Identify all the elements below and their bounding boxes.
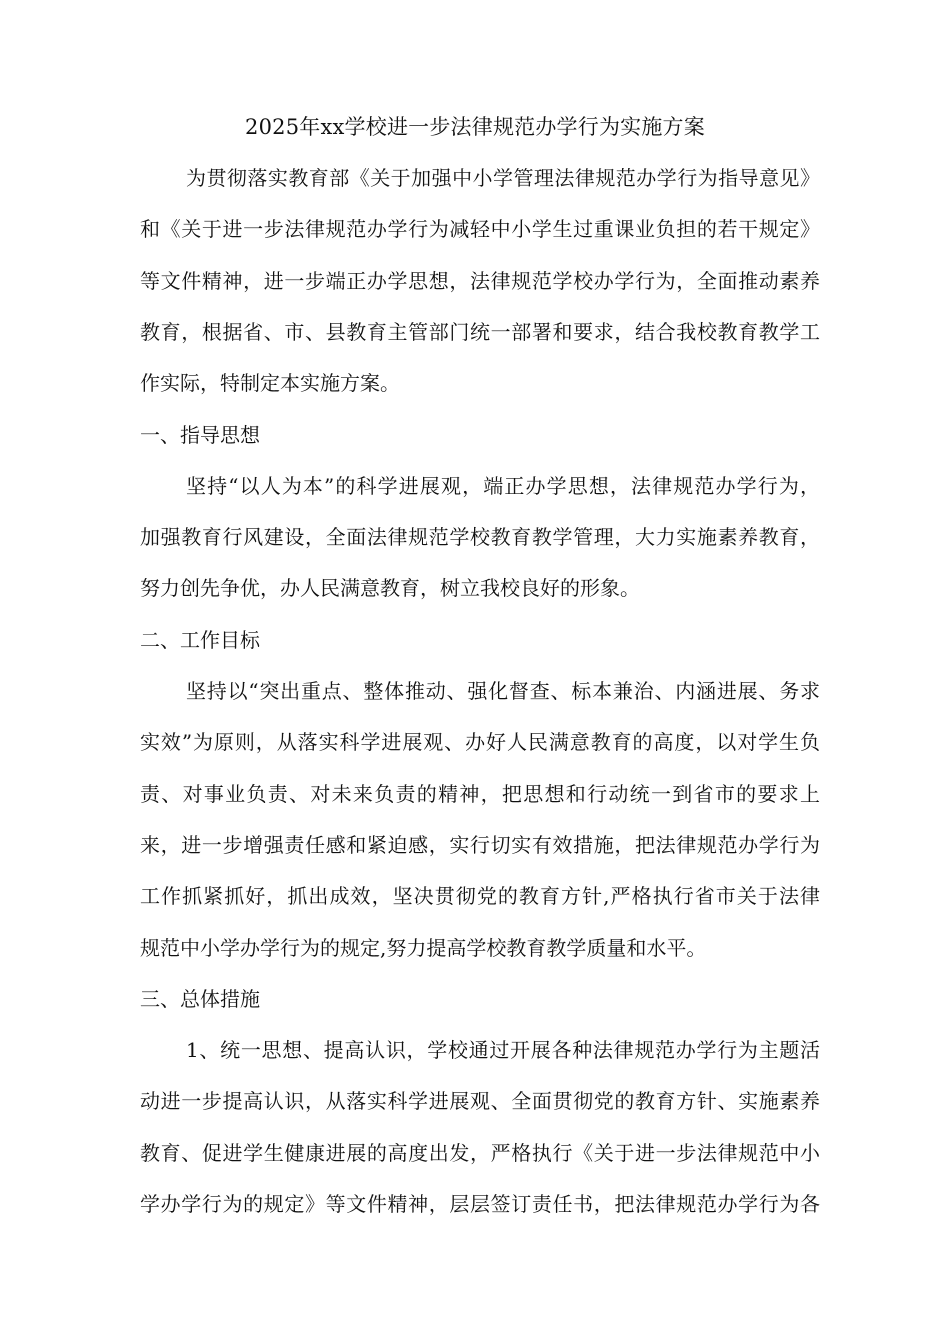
text-line: 坚持以“突出重点、整体推动、强化督查、标本兼治、内涵进展、务求 bbox=[186, 679, 820, 703]
text-line: 来，进一步增强责任感和紧迫感，实行切实有效措施，把法律规范办学行为 bbox=[140, 833, 820, 857]
text-line: 作实际，特制定本实施方案。 bbox=[140, 371, 400, 395]
text-line: 三、总体措施 bbox=[140, 987, 260, 1011]
text-line: 坚持“以人为本”的科学进展观，端正办学思想，法律规范办学行为， bbox=[186, 474, 820, 498]
text-line: 责、对事业负责、对未来负责的精神，把思想和行动统一到省市的要求上 bbox=[140, 782, 820, 806]
text-line: 加强教育行风建设，全面法律规范学校教育教学管理，大力实施素养教育， bbox=[140, 525, 820, 549]
text-line: 学办学行为的规定》等文件精神，层层签订责任书，把法律规范办学行为各 bbox=[140, 1192, 820, 1216]
text-line: 教育，根据省、市、县教育主管部门统一部署和要求，结合我校教育教学工 bbox=[140, 320, 820, 344]
text-line: 工作抓紧抓好，抓出成效，坚决贯彻党的教育方针,严格执行省市关于法律 bbox=[140, 884, 820, 908]
text-line: 规范中小学办学行为的规定,努力提高学校教育教学质量和水平。 bbox=[140, 936, 707, 960]
text-line: 实效”为原则，从落实科学进展观、办好人民满意教育的高度，以对学生负 bbox=[140, 730, 820, 754]
text-line: 教育、促进学生健康进展的高度出发，严格执行《关于进一步法律规范中小 bbox=[140, 1141, 820, 1165]
text-line: 和《关于进一步法律规范办学行为减轻中小学生过重课业负担的若干规定》 bbox=[140, 217, 820, 241]
text-line: 等文件精神，进一步端正办学思想，法律规范学校办学行为，全面推动素养 bbox=[140, 269, 820, 293]
text-line: 二、工作目标 bbox=[140, 628, 260, 652]
text-line: 一、指导思想 bbox=[140, 423, 260, 447]
text-line: 为贯彻落实教育部《关于加强中小学管理法律规范办学行为指导意见》 bbox=[186, 166, 820, 190]
text-line: 动进一步提高认识，从落实科学进展观、全面贯彻党的教育方针、实施素养 bbox=[140, 1089, 820, 1113]
text-line: 1、统一思想、提高认识，学校通过开展各种法律规范办学行为主题活 bbox=[186, 1038, 820, 1062]
text-line: 努力创先争优，办人民满意教育，树立我校良好的形象。 bbox=[140, 576, 640, 600]
document-title: 2025年xx学校进一步法律规范办学行为实施方案 bbox=[245, 115, 705, 139]
